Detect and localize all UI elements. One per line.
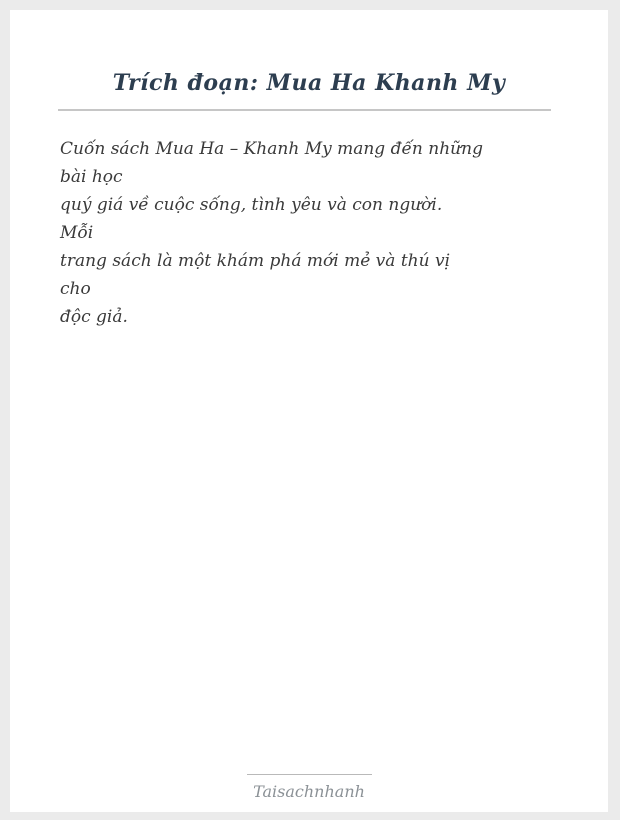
header-divider	[58, 109, 551, 111]
excerpt-paragraph	[10, 135, 608, 331]
footer-brand: Taisachnhanh	[253, 782, 365, 801]
excerpt-line-4: Mỗi	[60, 223, 94, 243]
page-title: Trích đoạn: Mua Ha Khanh My	[112, 70, 506, 96]
excerpt-line-7: độc giả.	[60, 307, 128, 327]
excerpt-line-3: quý giá về cuộc sống, tình yêu và con người.	[60, 195, 443, 215]
page-footer	[10, 774, 608, 812]
footer-divider	[247, 774, 372, 775]
document-page	[10, 10, 608, 812]
excerpt-line-6: cho	[60, 279, 91, 299]
excerpt-line-1: Cuốn sách Mua Ha – Khanh My mang đến những	[60, 139, 483, 159]
excerpt-line-5: trang sách là một khám phá mới mẻ và thú vị	[60, 251, 451, 271]
excerpt-line-2: bài học	[60, 167, 123, 187]
